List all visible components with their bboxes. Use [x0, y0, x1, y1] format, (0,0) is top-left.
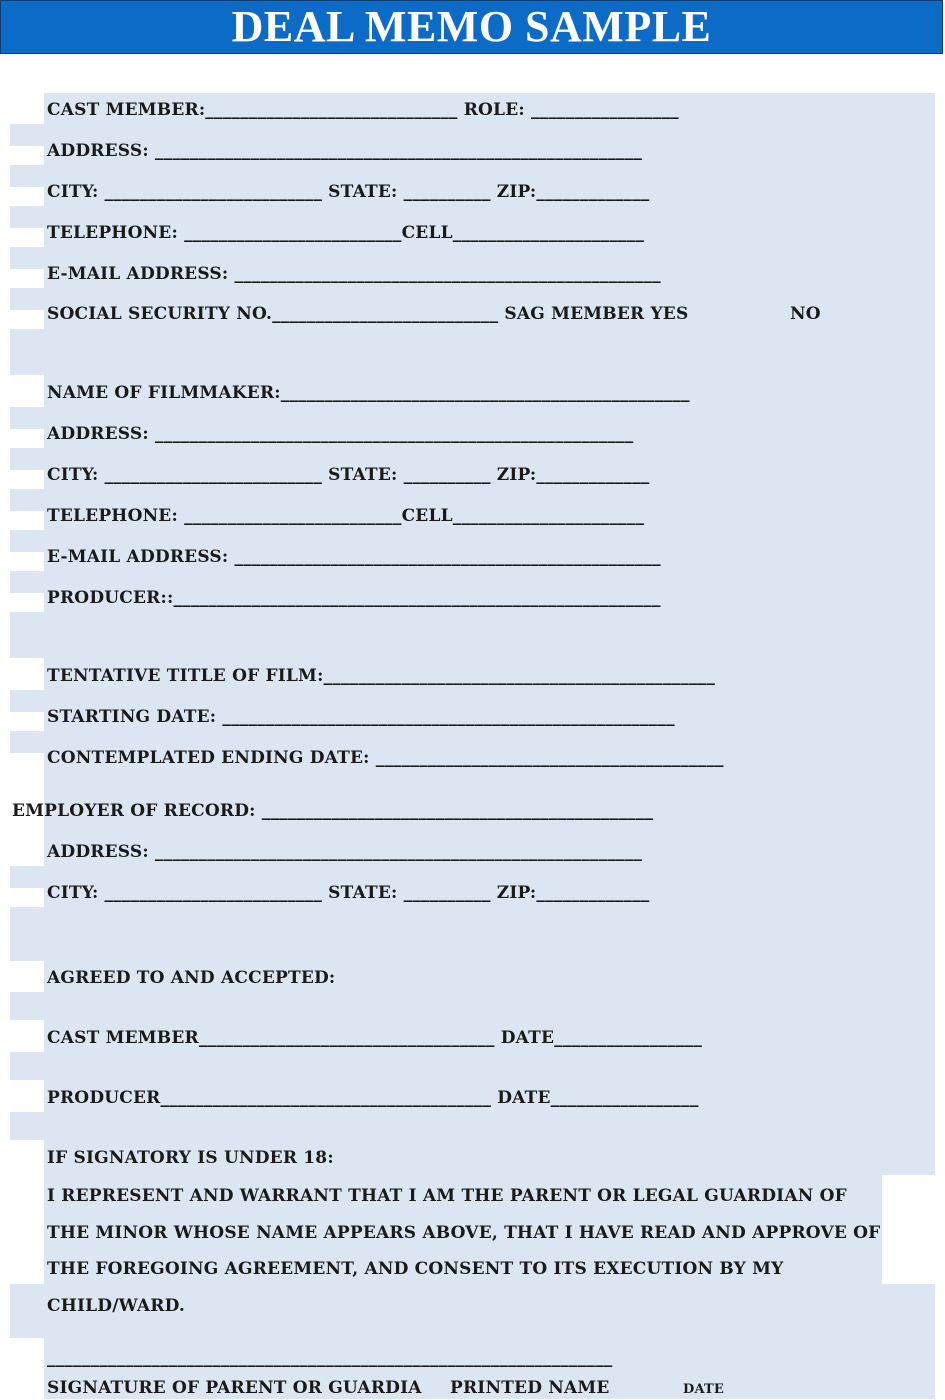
signature-line: _________________________________________________________________ [47, 1348, 613, 1368]
form-panel-main [44, 93, 935, 1175]
row-tab [10, 866, 44, 888]
filmmaker-email-row: E-MAIL ADDRESS: _________________________________________________ [47, 547, 661, 567]
row-tab [10, 690, 44, 712]
filmmaker-address-row: ADDRESS: _______________________________________________________ [47, 424, 634, 444]
guardian-paragraph: I REPRESENT AND WARRANT THAT I AM THE PARENT OR LEGAL GUARDIAN OF THE MINOR WHOSE NAME APPEARS ABOVE, THAT I HAVE READ AND APPROVE OF THE FOREGOING AGREEMENT, AND CONSENT TO ITS EXECUTION BY MY CHILD/WARD. [47, 1186, 881, 1316]
starting-date-row: STARTING DATE: ____________________________________________________ [47, 707, 675, 727]
row-tab [10, 530, 44, 552]
filmmaker-city-row: CITY: _________________________ STATE: __________ ZIP:_____________ [47, 465, 650, 485]
social-security-row: SOCIAL SECURITY NO.__________________________ SAG MEMBER YES [47, 304, 689, 324]
row-tab [10, 247, 44, 269]
row-tab [10, 1112, 44, 1140]
tentative-title-row: TENTATIVE TITLE OF FILM:_____________________________________________ [47, 666, 716, 686]
row-tab [10, 907, 44, 961]
cast-telephone-row: TELEPHONE: _________________________CELL______________________ [47, 223, 645, 243]
row-tab [10, 329, 44, 375]
row-tab [10, 731, 44, 753]
row-tab [10, 992, 44, 1020]
cast-member-signature-row: CAST MEMBER__________________________________ DATE_________________ [47, 1028, 703, 1048]
cast-city-row: CITY: _________________________ STATE: __________ ZIP:_____________ [47, 182, 650, 202]
agreed-heading: AGREED TO AND ACCEPTED: [47, 968, 336, 988]
cast-member-row: CAST MEMBER:_____________________________ ROLE: _________________ [47, 100, 679, 120]
date-label: DATE [683, 1382, 725, 1397]
row-tab [10, 448, 44, 470]
cast-email-row: E-MAIL ADDRESS: _________________________________________________ [47, 264, 661, 284]
row-tab [10, 1284, 44, 1338]
row-tab [10, 124, 44, 146]
filmmaker-telephone-row: TELEPHONE: _________________________CELL______________________ [47, 506, 645, 526]
title-bar [0, 0, 943, 54]
row-tab [10, 407, 44, 429]
producer-signature-row: PRODUCER______________________________________ DATE_________________ [47, 1088, 699, 1108]
row-tab [10, 571, 44, 593]
under-18-heading: IF SIGNATORY IS UNDER 18: [47, 1148, 334, 1168]
signature-label: SIGNATURE OF PARENT OR GUARDIA [47, 1378, 422, 1398]
row-tab [10, 288, 44, 310]
ending-date-row: CONTEMPLATED ENDING DATE: ________________________________________ [47, 748, 724, 768]
row-tab [10, 1052, 44, 1080]
page-title: DEAL MEMO SAMPLE [231, 2, 712, 51]
printed-name-label: PRINTED NAME [450, 1378, 610, 1398]
employer-row: EMPLOYER OF RECORD: _____________________________________________ [12, 801, 654, 821]
row-tab [10, 165, 44, 187]
filmmaker-name-row: NAME OF FILMMAKER:_______________________________________________ [47, 383, 690, 403]
producer-row: PRODUCER::________________________________________________________ [47, 588, 661, 608]
row-tab [10, 489, 44, 511]
sag-no-option: NO [790, 304, 821, 324]
row-tab [10, 612, 44, 658]
employer-address-row: ADDRESS: ________________________________________________________ [47, 842, 643, 862]
employer-city-row: CITY: _________________________ STATE: __________ ZIP:_____________ [47, 883, 650, 903]
cast-address-row: ADDRESS: ________________________________________________________ [47, 141, 643, 161]
row-tab [10, 206, 44, 228]
